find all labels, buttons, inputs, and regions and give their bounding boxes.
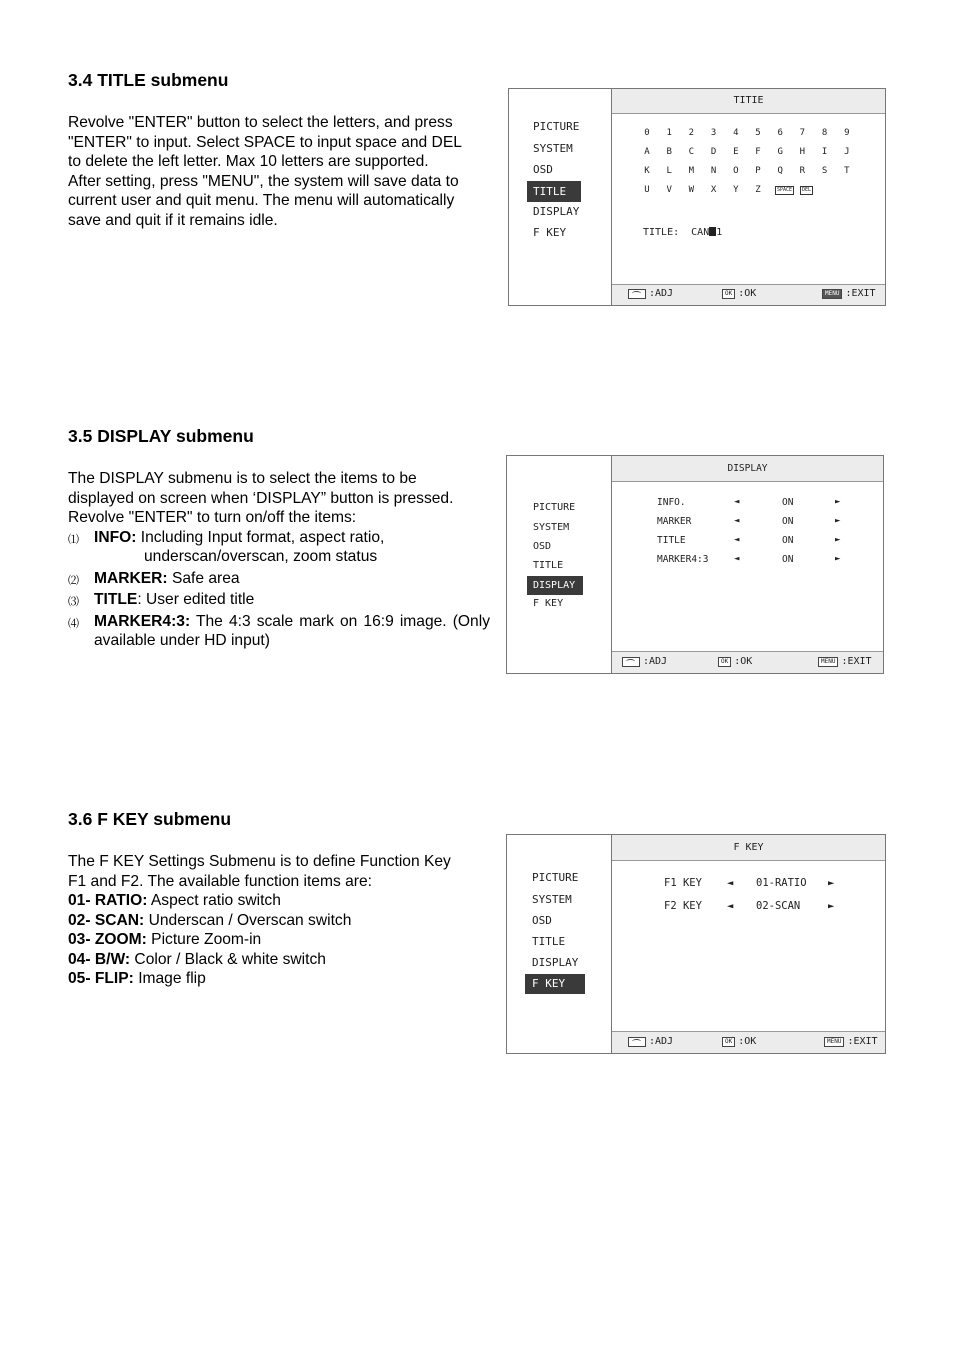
display-osd-screenshot bbox=[506, 455, 884, 674]
ok-key-icon: OK bbox=[722, 1037, 735, 1047]
char-cell: 5 bbox=[755, 128, 761, 138]
list-item bbox=[68, 891, 492, 911]
char-cell: O bbox=[733, 166, 739, 176]
menu-item-title: TITLE bbox=[532, 935, 566, 948]
footer-exit bbox=[818, 656, 872, 667]
text-line: save and quit if it remains idle. bbox=[68, 211, 278, 229]
title-input-value-suffix: 1 bbox=[716, 227, 723, 238]
char-cell: A bbox=[644, 147, 650, 157]
item-label: INFO: bbox=[94, 528, 137, 546]
char-cell: G bbox=[777, 147, 783, 157]
char-cell: U bbox=[644, 185, 650, 195]
menu-key-icon: MENU bbox=[822, 289, 842, 299]
menu-item-fkey: F KEY bbox=[533, 226, 567, 239]
footer-ok-label: :OK bbox=[738, 288, 757, 299]
char-cell: K bbox=[644, 166, 650, 176]
menu-item-osd: OSD bbox=[532, 914, 552, 927]
osd-footer bbox=[612, 284, 885, 305]
option-value: ON bbox=[782, 497, 794, 508]
menu-item-picture: PICTURE bbox=[533, 502, 576, 513]
menu-item-title: TITLE bbox=[533, 560, 564, 571]
char-cell: F bbox=[755, 147, 761, 157]
option-name: F2 KEY bbox=[664, 900, 702, 912]
right-arrow-icon: ► bbox=[835, 535, 841, 545]
char-cell: Y bbox=[733, 185, 739, 195]
section-heading-fkey: 3.6 F KEY submenu bbox=[68, 809, 232, 829]
char-cell: M bbox=[688, 166, 695, 176]
left-arrow-icon: ◄ bbox=[727, 877, 734, 889]
text-line: The F KEY Settings Submenu is to define Function Key bbox=[68, 853, 451, 870]
text-line: to delete the left letter. Max 10 letters are supported. bbox=[68, 153, 429, 170]
section-heading-display: 3.5 DISPLAY submenu bbox=[68, 426, 254, 446]
item-text: Image flip bbox=[133, 970, 206, 987]
char-cell: B bbox=[666, 147, 672, 157]
osd-header: TITIE bbox=[612, 89, 885, 114]
list-item bbox=[68, 930, 492, 950]
left-arrow-icon: ◄ bbox=[734, 497, 740, 507]
char-cell: 8 bbox=[821, 128, 828, 138]
item-text: Underscan / Overscan switch bbox=[144, 911, 352, 929]
list-item bbox=[68, 969, 492, 989]
knob-icon bbox=[622, 657, 640, 667]
list-item bbox=[68, 612, 490, 651]
menu-item-fkey: F KEY bbox=[533, 598, 564, 609]
char-cell: T bbox=[844, 166, 850, 176]
menu-key-icon: MENU bbox=[818, 657, 838, 667]
char-cell: 4 bbox=[733, 128, 739, 138]
osd-footer bbox=[612, 1031, 885, 1053]
section-heading-title: 3.4 TITLE submenu bbox=[68, 70, 229, 90]
list-item bbox=[68, 911, 492, 931]
osd-menu-column bbox=[509, 89, 612, 305]
item-text: Color / Black & white switch bbox=[130, 950, 326, 968]
item-label: MARKER4:3: bbox=[94, 612, 191, 630]
menu-item-picture: PICTURE bbox=[533, 120, 580, 133]
list-item bbox=[68, 528, 490, 548]
osd-footer bbox=[612, 651, 883, 673]
item-label: TITLE bbox=[94, 591, 138, 608]
menu-item-system: SYSTEM bbox=[533, 522, 570, 533]
left-arrow-icon: ◄ bbox=[734, 516, 740, 526]
right-arrow-icon: ► bbox=[828, 877, 835, 889]
text-line: Revolve "ENTER" button to select the letters, and press bbox=[68, 114, 453, 131]
char-cell: R bbox=[799, 166, 806, 176]
item-text: : User edited title bbox=[137, 591, 255, 608]
item-number: ⑴ bbox=[68, 532, 79, 546]
osd-header: DISPLAY bbox=[612, 456, 883, 482]
char-cell: 9 bbox=[844, 128, 850, 138]
right-arrow-icon: ► bbox=[828, 900, 835, 912]
footer-adj bbox=[628, 1036, 673, 1047]
title-osd-screenshot bbox=[508, 88, 886, 306]
item-text: Safe area bbox=[167, 569, 240, 587]
option-name: INFO. bbox=[657, 497, 686, 508]
char-cell: S bbox=[821, 166, 828, 176]
item-text: Aspect ratio switch bbox=[147, 892, 281, 909]
left-arrow-icon: ◄ bbox=[727, 900, 734, 912]
item-label: 05- FLIP: bbox=[68, 970, 134, 987]
option-name: TITLE bbox=[657, 535, 686, 546]
item-label: 03- ZOOM: bbox=[68, 931, 147, 948]
text-line: current user and quit menu. The menu will automatically bbox=[68, 192, 455, 209]
title-input-row bbox=[643, 227, 722, 238]
char-cell: L bbox=[666, 166, 672, 176]
char-cell: 2 bbox=[688, 128, 695, 138]
option-name: F1 KEY bbox=[664, 877, 702, 889]
item-label: 04- B/W: bbox=[68, 950, 131, 968]
footer-ok-label: :OK bbox=[738, 1036, 757, 1047]
char-cell: E bbox=[733, 147, 739, 157]
char-cell: Q bbox=[777, 166, 783, 176]
osd-menu-column bbox=[507, 835, 612, 1053]
title-description bbox=[68, 113, 492, 230]
item-label: 01- RATIO: bbox=[68, 892, 148, 909]
item-text: Including Input format, aspect ratio, bbox=[136, 528, 385, 546]
footer-adj-label: :ADJ bbox=[649, 1036, 674, 1047]
footer-adj bbox=[622, 656, 667, 667]
footer-exit bbox=[822, 288, 876, 299]
option-value: ON bbox=[782, 554, 794, 565]
list-item bbox=[68, 569, 490, 589]
char-cell: I bbox=[821, 147, 828, 157]
text-line: F1 and F2. The available function items are: bbox=[68, 872, 372, 890]
footer-exit-label: :EXIT bbox=[847, 1036, 878, 1047]
char-cell: 7 bbox=[799, 128, 806, 138]
char-cell: 0 bbox=[644, 128, 650, 138]
char-cell: 1 bbox=[666, 128, 672, 138]
char-cell: 6 bbox=[777, 128, 783, 138]
text-line: "ENTER" to input. Select SPACE to input space and DEL bbox=[68, 133, 462, 151]
char-cell: 3 bbox=[710, 128, 717, 138]
ok-key-icon: OK bbox=[722, 289, 735, 299]
footer-adj-label: :ADJ bbox=[649, 288, 674, 299]
menu-item-system: SYSTEM bbox=[533, 142, 573, 155]
footer-ok-label: :OK bbox=[734, 656, 753, 667]
footer-ok bbox=[718, 656, 752, 667]
char-cell: D bbox=[710, 147, 717, 157]
osd-header: F KEY bbox=[612, 835, 885, 861]
footer-exit-label: :EXIT bbox=[845, 288, 876, 299]
display-description bbox=[68, 469, 490, 651]
char-cell: N bbox=[710, 166, 717, 176]
char-cell: C bbox=[688, 147, 695, 157]
footer-exit-label: :EXIT bbox=[841, 656, 872, 667]
title-input-value: CAN bbox=[691, 227, 710, 238]
text-line: The DISPLAY submenu is to select the items to be bbox=[68, 470, 417, 487]
menu-item-osd: OSD bbox=[533, 163, 553, 176]
menu-item-picture: PICTURE bbox=[532, 871, 579, 884]
osd-menu-column bbox=[507, 456, 612, 673]
menu-item-title-selected: TITLE bbox=[527, 181, 581, 202]
menu-item-display-selected: DISPLAY bbox=[527, 576, 583, 595]
list-item bbox=[68, 950, 492, 970]
menu-item-display: DISPLAY bbox=[532, 956, 579, 969]
text-line: Revolve "ENTER" to turn on/off the items: bbox=[68, 509, 357, 526]
item-text: Picture Zoom-in bbox=[146, 931, 262, 948]
option-name: MARKER4:3 bbox=[657, 554, 709, 565]
option-value: 02-SCAN bbox=[756, 900, 801, 912]
char-cell: Z bbox=[755, 185, 761, 195]
char-cell: P bbox=[755, 166, 761, 176]
text-line: underscan/overscan, zoom status bbox=[144, 548, 378, 565]
option-value: 01-RATIO bbox=[756, 877, 807, 889]
space-button: SPACE bbox=[777, 187, 793, 193]
footer-ok bbox=[722, 1036, 756, 1047]
left-arrow-icon: ◄ bbox=[734, 554, 740, 564]
list-item bbox=[68, 590, 490, 610]
char-cell: J bbox=[844, 147, 850, 157]
fkey-description bbox=[68, 852, 492, 989]
footer-adj bbox=[628, 288, 673, 299]
char-cell: H bbox=[799, 147, 806, 157]
fkey-osd-screenshot bbox=[506, 834, 886, 1054]
menu-item-display: DISPLAY bbox=[533, 205, 580, 218]
knob-icon bbox=[628, 1037, 646, 1047]
right-arrow-icon: ► bbox=[835, 516, 841, 526]
menu-key-icon: MENU bbox=[824, 1037, 844, 1047]
footer-ok bbox=[722, 288, 756, 299]
item-number: ⑷ bbox=[68, 616, 79, 630]
footer-adj-label: :ADJ bbox=[643, 656, 668, 667]
text-line: After setting, press "MENU", the system will save data to bbox=[68, 172, 459, 190]
option-value: ON bbox=[782, 535, 794, 546]
footer-exit bbox=[824, 1036, 878, 1047]
char-cell: V bbox=[666, 185, 672, 195]
del-button: DEL bbox=[802, 187, 812, 193]
menu-item-osd: OSD bbox=[533, 541, 552, 552]
item-label: MARKER: bbox=[94, 569, 168, 587]
text-line: displayed on screen when ‘DISPLAY” button is pressed. bbox=[68, 489, 454, 507]
ok-key-icon: OK bbox=[718, 657, 731, 667]
menu-item-system: SYSTEM bbox=[532, 893, 572, 906]
item-number: ⑶ bbox=[68, 595, 79, 608]
char-cell: X bbox=[710, 185, 717, 195]
option-value: ON bbox=[782, 516, 794, 527]
item-text: The 4:3 scale mark on 16:9 image. (Only available under HD input) bbox=[94, 612, 490, 649]
item-label: 02- SCAN: bbox=[68, 911, 145, 929]
right-arrow-icon: ► bbox=[835, 497, 841, 507]
title-input-label: TITLE: bbox=[643, 227, 680, 238]
option-name: MARKER bbox=[657, 516, 692, 527]
item-number: ⑵ bbox=[68, 573, 79, 587]
right-arrow-icon: ► bbox=[835, 554, 841, 564]
char-cell: W bbox=[688, 185, 695, 195]
knob-icon bbox=[628, 289, 646, 299]
menu-item-fkey-selected: F KEY bbox=[525, 974, 585, 994]
left-arrow-icon: ◄ bbox=[734, 535, 740, 545]
